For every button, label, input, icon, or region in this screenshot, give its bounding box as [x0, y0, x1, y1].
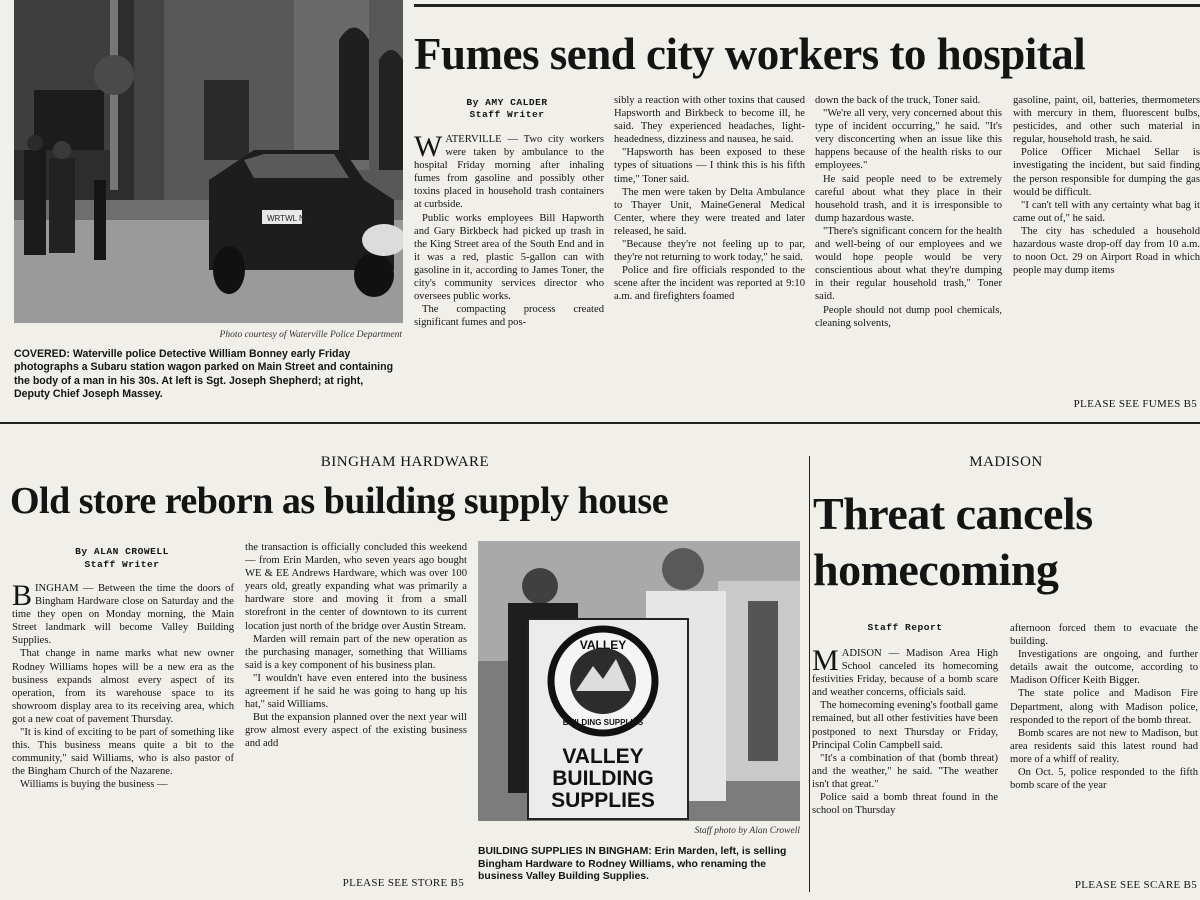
- kicker-madison: MADISON: [969, 454, 1043, 470]
- paragraph: "It is kind of exciting to be part of something like this. This business means quite a bit to the community," said Williams, who is also pastor of the Bingham Church of the Nazarene.: [12, 727, 234, 778]
- jump-line-fumes: PLEASE SEE FUMES B5: [1073, 398, 1197, 410]
- kicker-bingham: BINGHAM HARDWARE: [320, 454, 490, 470]
- fumes-col-3: [815, 94, 1002, 413]
- paragraph: The compacting process created significant fumes and pos-: [414, 304, 604, 329]
- store-col-1: [12, 582, 234, 882]
- paragraph: Marden will remain part of the new operation as the purchasing manager, something that Williams said is a key component of his business plan.: [245, 633, 467, 671]
- police-scene-photo: [14, 0, 403, 323]
- paragraph: "It's a combination of that (bomb threat) and the weather," he said. "The weather isn't that great.": [812, 752, 998, 790]
- store-col-2: [245, 541, 467, 871]
- paragraph: Police said a bomb threat found in the school on Thursday: [812, 792, 998, 817]
- photo-caption: COVERED: Waterville police Detective William Bonney early Friday photographs a Subaru station wagon parked on Main Street and containing the body of a man in his 30s. At left is Sgt. Joseph Shepherd; at right, Deputy Chief Joseph Massey.: [14, 348, 394, 401]
- paragraph: "I can't tell with any certainty what bag it came out of," he said.: [1013, 199, 1200, 224]
- photo-caption: BUILDING SUPPLIES IN BINGHAM: Erin Marden, left, is selling Bingham Hardware to Rodney Williams, who renaming the business Valley Building Supplies.: [478, 846, 787, 883]
- paragraph: He said people need to be extremely careful about what they place in their household trash, and it is irresponsible to dump hazardous waste.: [815, 173, 1002, 224]
- jump-line-scare: PLEASE SEE SCARE B5: [1074, 879, 1197, 891]
- fumes-col-4: [1013, 94, 1200, 394]
- paragraph: That change in name marks what new owner Rodney Williams hopes will be a new era as the business expands almost every aspect of its operation, from its warehouse space to its showroom display area to its receiving area, which got a new coat of pavement Thursday.: [12, 648, 234, 725]
- paragraph: People should not dump pool chemicals, cleaning solvents,: [815, 304, 1002, 329]
- column-divider: [809, 456, 810, 892]
- banner-line-1: VALLEY: [562, 745, 644, 768]
- logo-top-text: VALLEY: [579, 638, 627, 652]
- headline-fumes: Fumes send city workers to hospital: [414, 29, 1086, 79]
- photo-credit: Photo courtesy of Waterville Police Department: [219, 330, 402, 340]
- fumes-col-2: [614, 94, 805, 413]
- photo-credit: Staff photo by Alan Crowell: [694, 826, 800, 836]
- byline-name: By AMY CALDER: [466, 97, 548, 108]
- madison-col-1: [812, 647, 998, 895]
- paragraph: The men were taken by Delta Ambulance to Thayer Unit, MaineGeneral Medical Center, where they were treated and later released, he said.: [614, 186, 805, 237]
- paragraph: sibly a reaction with other toxins that caused Hapsworth and Birkbeck to become ill, he said. They experienced headaches, light-headedness, dizziness and nausea, he said.: [614, 95, 805, 146]
- paragraph: — Two city workers were taken by ambulance to the hospital Friday morning after inhaling fumes from gasoline and possibly other toxins placed in household trash containers at curbside.: [414, 134, 604, 211]
- paragraph: The city has scheduled a household hazardous waste drop-off day from 10 a.m. to noon Oct. 29 on Airport Road in which people may dump items: [1013, 225, 1200, 277]
- license-plate: WRTWL NE: [267, 214, 311, 223]
- headline-madison-1: Threat cancels: [813, 488, 1093, 539]
- paragraph: But the expansion planned over the next year will grow almost every aspect of the existing business and add: [245, 712, 467, 750]
- paragraph: afternoon forced them to evacuate the building.: [1010, 623, 1198, 648]
- paragraph: "I wouldn't have even entered into the business agreement if he said he was going to hang up his hat," said Williams.: [245, 672, 467, 711]
- paragraph: Police and fire officials responded to the scene after the incident was reported at 9:10 a.m. and firefighters foamed: [614, 265, 805, 303]
- paragraph: Police Officer Michael Sellar is investigating the incident, but said finding the person responsible for dumping the gas would be difficult.: [1013, 147, 1200, 198]
- paragraph: "Because they're not feeling up to par, they're not returning to work today," he said.: [614, 239, 805, 264]
- top-rule: [414, 4, 1200, 7]
- paragraph: Public works employees Bill Hapworth and Gary Birkbeck had picked up trash in the King Street area of the South End and in it was a red, plastic 5-gallon can with gasoline in it, according to James Toner, the city's community services director who oversees public works.: [414, 212, 604, 303]
- paragraph: The homecoming evening's football game remained, but all other festivities have been postponed to next Thursday or Friday, Principal Colin Campbell said.: [812, 700, 998, 751]
- paragraph: — Madison Area High School canceled its homecoming festivities Friday, because of a bomb scare and weather concerns, officials said.: [812, 648, 998, 699]
- byline-staff: Staff Report: [867, 622, 943, 633]
- fumes-col-1: [414, 133, 604, 413]
- logo-bottom-text: BUILDING SUPPLIES: [562, 718, 644, 727]
- paragraph: "There's significant concern for the health and well-being of our employees and we would hope people would be very conscientious about what they're dumping in their regular household trash," Toner said.: [815, 225, 1002, 303]
- dateline: ATERVILLE: [445, 134, 502, 145]
- dateline: INGHAM: [35, 583, 79, 594]
- dateline: ADISON: [841, 648, 882, 659]
- banner-line-2: BUILDING: [552, 767, 654, 790]
- section-divider: [0, 422, 1200, 424]
- paragraph: "We're all very, very concerned about this type of incident occurring," he said. "It's very disconcerting when an issue like this happens because of the health risks to our employees.": [815, 108, 1002, 172]
- valley-building-photo: [478, 541, 800, 821]
- byline-title: Staff Writer: [469, 109, 545, 120]
- paragraph: Bomb scares are not new to Madison, but area residents said this latest round had more of a whiff of reality.: [1010, 727, 1198, 765]
- paragraph: gasoline, paint, oil, batteries, thermometers with mercury in them, fluorescent bulbs, pesticides, and other such material in regular, household trash, he said.: [1013, 95, 1200, 146]
- headline-madison-2: homecoming: [813, 544, 1059, 595]
- jump-line-store: PLEASE SEE STORE B5: [342, 877, 464, 889]
- paragraph: down the back of the truck, Toner said.: [815, 95, 981, 106]
- headline-store: Old store reborn as building supply house: [10, 480, 669, 522]
- paragraph: On Oct. 5, police responded to the fifth bomb scare of the year: [1010, 767, 1198, 792]
- byline-name: By ALAN CROWELL: [75, 546, 169, 557]
- dropcap-b: B: [12, 582, 33, 612]
- paragraph: Williams is buying the business —: [20, 779, 168, 791]
- byline-title: Staff Writer: [84, 559, 160, 570]
- paragraph: the transaction is officially concluded this weekend — from Erin Marden, who seven years ago bought WE & EE Andrews Hardware, which was over 100 years old, greatly expanding what was primarily a hardware store and moving it from a small storefront in the center of downtown to its current location just north of the bridge over Austin Stream.: [245, 542, 467, 632]
- paragraph: — Between the time the doors of Bingham Hardware close on Saturday and the time they open on Monday morning, the Main Street landmark will become Valley Building Supplies.: [12, 583, 234, 647]
- paragraph: The state police and Madison Fire Department, along with Madison police, responded to the report of the bomb threat.: [1010, 688, 1198, 726]
- paragraph: Investigations are ongoing, and further details await the outcome, according to Madison Officer Keith Bigger.: [1010, 649, 1198, 687]
- paragraph: "Hapsworth has been exposed to these types of situations — I think this is his fifth time," Toner said.: [614, 147, 805, 185]
- banner-line-3: SUPPLIES: [551, 789, 655, 812]
- dropcap-w: W: [414, 133, 443, 163]
- dropcap-m: M: [812, 647, 839, 677]
- madison-col-2: [1010, 622, 1198, 872]
